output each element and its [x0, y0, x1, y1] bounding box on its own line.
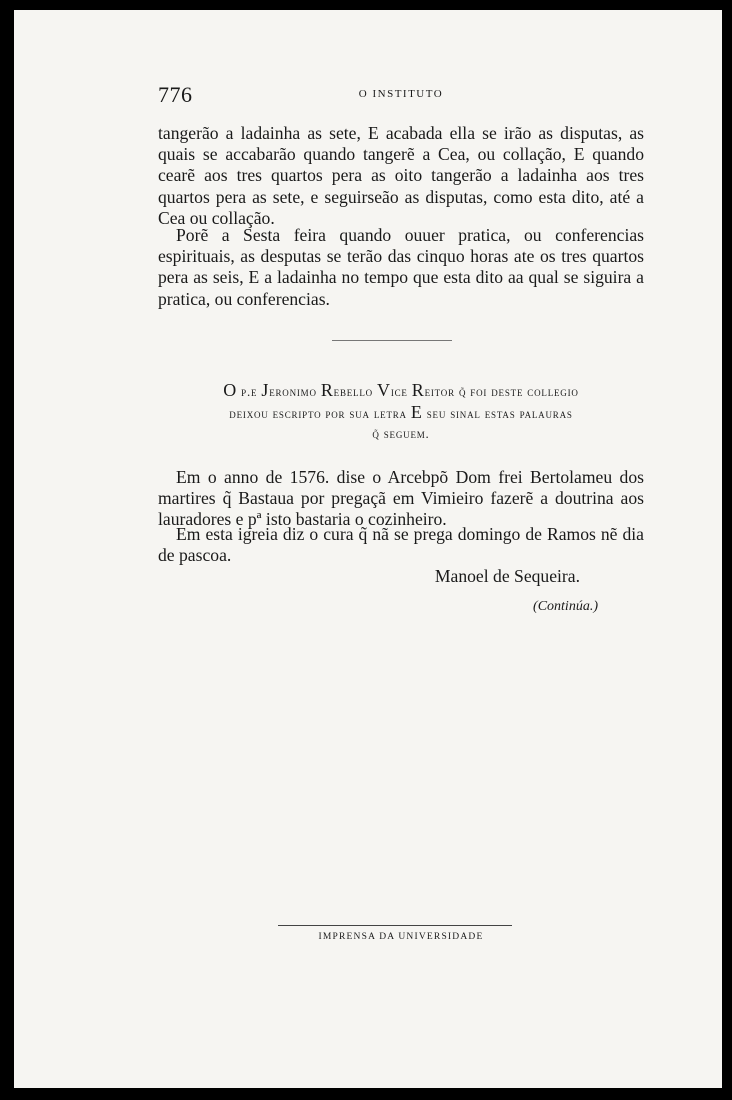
- heading-text: p.e: [241, 384, 262, 399]
- body-paragraph-4: [158, 524, 644, 566]
- heading-initial: O: [223, 380, 238, 400]
- heading-initial: V: [377, 380, 391, 400]
- section-divider: [332, 340, 452, 341]
- heading-text: seu sinal estas palauras: [422, 406, 573, 421]
- body-paragraph-2: [158, 225, 644, 310]
- heading-line-3: q̃ seguem.: [372, 426, 430, 441]
- paragraph-text: Em o anno de 1576. dise o Arcebpõ Dom frei Bertolameu dos martires q̃ Bastaua por pregaçã em Vimieiro fazerẽ a doutrina aos lauradores e pª isto bastaria o cozinheiro.: [158, 467, 644, 530]
- document-page: [14, 10, 722, 1088]
- page-number: 776: [158, 82, 193, 107]
- heading-text: ebello: [333, 384, 377, 399]
- body-paragraph-3: [158, 467, 644, 531]
- heading-text: ice: [390, 384, 412, 399]
- heading-text: eitor q̃ foi deste collegio: [424, 384, 579, 399]
- section-heading: [158, 380, 644, 444]
- paragraph-text: tangerão a ladainha as sete, E acabada ella se irão as disputas, as quais se accabarão quando tangerẽ a Cea, ou collação, E quando cearẽ aos tres quartos pera as oito tangerão a ladainha aos tres quartos pera as sete, e seguirseão as disputas, como esta dito, até a Cea ou collação.: [158, 123, 644, 228]
- running-title: O INSTITUTO: [358, 88, 444, 100]
- imprint-line: IMPRENSA DA UNIVERSIDADE: [318, 932, 484, 942]
- paragraph-text: Porẽ a Sesta feira quando ouuer pratica, ou conferencias espirituais, as desputas se terão das cinquo horas ate os tres quartos pera as seis, E a ladainha no tempo que esta dito aa qual se siguira a pratica, ou conferencias.: [158, 225, 644, 309]
- page-header: [158, 82, 644, 112]
- heading-text: deixou escripto por sua letra: [229, 406, 411, 421]
- heading-text: eronimo: [269, 384, 321, 399]
- paragraph-text: Em esta igreia diz o cura q̃ nã se prega domingo de Ramos nẽ dia de pascoa.: [158, 524, 644, 566]
- heading-initial: J: [261, 380, 270, 400]
- heading-initial: R: [411, 380, 425, 400]
- continued-note: (Continúa.): [533, 599, 598, 614]
- heading-line-2: [158, 402, 644, 424]
- footer-rule: [278, 925, 512, 926]
- signature: Manoel de Sequeira.: [434, 566, 580, 586]
- heading-line-1: [158, 380, 644, 402]
- body-paragraph-1: [158, 123, 644, 229]
- heading-initial: R: [320, 380, 334, 400]
- heading-initial: E: [410, 402, 423, 422]
